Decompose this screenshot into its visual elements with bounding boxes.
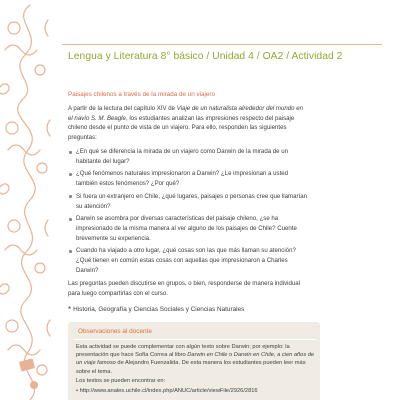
cross-subject-note bbox=[68, 305, 244, 314]
intro-text-start: A partir de la lectura del capítulo XIV de bbox=[68, 105, 177, 112]
list-item bbox=[68, 147, 308, 166]
notes-sources-intro: Los textos se pueden encontrar en: bbox=[76, 378, 166, 384]
list-item bbox=[68, 246, 308, 275]
question-text: Cuando ha viajado a otro lugar, ¿qué cosas son las que más llaman su atención? ¿Qué tienen en común estas cosas con aquellas que impresionaron a Charles Darwin? bbox=[76, 247, 296, 274]
bullet-icon bbox=[69, 218, 72, 221]
book-title: Viaje de un naturalista alrededor del mundo en el navío S. M. Beagle bbox=[68, 105, 304, 122]
notes-paragraph bbox=[76, 343, 316, 376]
asterisk-icon: * bbox=[68, 305, 72, 314]
notes-text-connector: o bbox=[227, 352, 234, 359]
book-title-2: Darwin en Chile, a cien años de un viaje famoso bbox=[76, 352, 315, 367]
notes-divider bbox=[74, 339, 316, 340]
teacher-notes-box bbox=[68, 322, 320, 400]
intro-text-end: , los estudiantes analizan las impresiones respecto del paisaje chileno desde el punto de vista de un viajero. Para ello, responden las siguientes preguntas: bbox=[68, 114, 295, 142]
question-text: ¿Qué fenómenos naturales impresionaron a Darwin? ¿Le impresionan a usted también estos fenómenos? ¿Por qué? bbox=[76, 170, 289, 188]
list-item bbox=[68, 169, 308, 188]
notes-text-start: Esta actividad se puede complementar con algún texto sobre Darwin; por ejemplo: la presentación que hace Sofía Correa al libro bbox=[76, 344, 290, 359]
page-title: Lengua y Literatura 8° básico / Unidad 4 / OA2 / Actividad 2 bbox=[68, 51, 343, 62]
source-link[interactable]: • http://www.anales.uchile.cl/index.php/ANUC/article/viewFile/2926/2816 bbox=[76, 388, 258, 394]
notes-title: Observaciones al docente bbox=[78, 328, 152, 335]
list-item bbox=[68, 192, 308, 211]
intro-paragraph bbox=[68, 104, 308, 143]
section-title: Paisajes chilenos a través de la mirada de un viajero bbox=[68, 91, 216, 98]
header-divider bbox=[62, 44, 382, 45]
bullet-icon bbox=[69, 173, 72, 176]
question-text: ¿En qué se diferencia la mirada de un viajero como Darwin de la mirada de un habitante del lugar? bbox=[76, 148, 289, 165]
bullet-icon bbox=[69, 195, 72, 198]
question-list bbox=[68, 147, 308, 278]
decorative-swirl-ornament bbox=[0, 0, 60, 400]
closing-paragraph: Las preguntas pueden discutirse en grupos, o bien, responderse de manera individual para luego compartirlas con el curso. bbox=[68, 280, 301, 297]
bullet-icon bbox=[69, 151, 72, 154]
bullet-icon bbox=[69, 250, 72, 253]
book-title-1: Darwin en Chile bbox=[187, 352, 228, 359]
notes-text-end: de Alejandro Fuenzalida. De esta manera los estudiantes pueden leer más sobre el tema. bbox=[76, 360, 306, 375]
list-item bbox=[68, 214, 308, 243]
question-text: Si fuera un extranjero en Chile, ¿qué lugares, paisajes o personas cree que llamarían su atención? bbox=[76, 192, 308, 210]
question-text: Darwin se asombra por diversas características del paisaje chileno, ¿se ha impresionado de la misma manera al ver alguno de los paisajes de Chile? Cuente brevemente su experiencia. bbox=[76, 215, 297, 242]
subject-label: Historia, Geografía y Ciencias Sociales y Ciencias Naturales bbox=[73, 306, 245, 313]
